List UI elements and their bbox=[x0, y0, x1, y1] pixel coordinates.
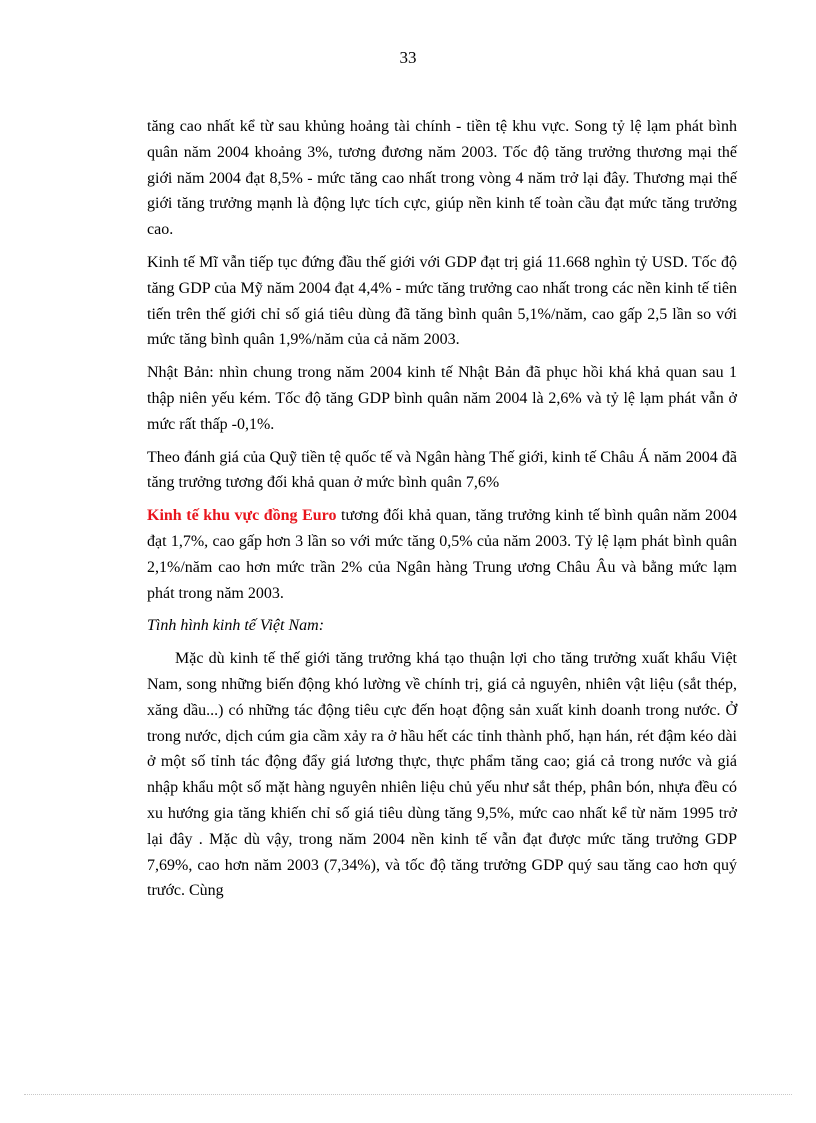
euro-zone-highlight: Kinh tế khu vực đồng Euro bbox=[147, 507, 337, 525]
page-number: 33 bbox=[399, 48, 417, 67]
paragraph-us-economy: Kinh tế Mĩ vẫn tiếp tục đứng đầu thế giới với GDP đạt trị giá 11.668 nghìn tỷ USD. Tốc độ tăng GDP của Mỹ năm 2004 đạt 4,4% - mức tăng trưởng cao nhất trong các nền kinh tế tiên tiến trên thế giới chỉ số giá tiêu dùng đã tăng bình quân 5,1%/năm, cao gấp 2,5 lần so với mức tăng bình quân 1,9%/năm của cả năm 2003. bbox=[147, 253, 737, 349]
document-body bbox=[147, 114, 737, 911]
page-bottom-divider bbox=[24, 1094, 792, 1095]
paragraph-euro-economy bbox=[147, 503, 737, 606]
paragraph-japan-economy: Nhật Bản: nhìn chung trong năm 2004 kinh tế Nhật Bản đã phục hồi khá khả quan sau 1 thập niên yếu kém. Tốc độ tăng GDP bình quân năm 2004 là 2,6% và tỷ lệ lạm phát vẫn ở mức rất thấp -0,1%. bbox=[147, 364, 737, 433]
section-heading-vietnam: Tình hình kinh tế Việt Nam: bbox=[147, 617, 325, 635]
paragraph-vietnam-economy: Mặc dù kinh tế thế giới tăng trưởng khá tạo thuận lợi cho tăng trưởng xuất khẩu Việt Nam, song những biến động khó lường về chính trị, giá cả nguyên, nhiên vật liệu (sắt thép, xăng dầu...) có những tác động tiêu cực đến hoạt động sản xuất kinh doanh trong nước. Ở trong nước, dịch cúm gia cầm xảy ra ở hầu hết các tỉnh thành phố, hạn hán, rét đậm kéo dài ở một số tỉnh tác động đẩy giá lương thực, thực phẩm tăng cao; giá cả trong nước và giá nhập khẩu một số mặt hàng nguyên nhiên liệu chủ yếu như sắt thép, phân bón, nhựa đều có xu hướng gia tăng khiến chỉ số giá tiêu dùng tăng 9,5%, mức cao nhất kể từ năm 1995 trở lại đây . Mặc dù vậy, trong năm 2004 nền kinh tế vẫn đạt được mức tăng trưởng GDP 7,69%, cao hơn năm 2003 (7,34%), và tốc độ tăng trưởng GDP quý sau tăng cao hơn quý trước. Cùng bbox=[147, 650, 737, 900]
euro-zone-text: tương đối khả quan, tăng trưởng kinh tế bình quân năm 2004 đạt 1,7%, cao gấp hơn 3 lần so với mức tăng 0,5% của năm 2003. Tỷ lệ lạm phát bình quân 2,1%/năm cao hơn mức trần 2% của Ngân hàng Trung ương Châu Âu và bằng mức lạm phát trong năm 2003. bbox=[147, 507, 737, 602]
paragraph-world-growth: tăng cao nhất kể từ sau khủng hoảng tài chính - tiền tệ khu vực. Song tỷ lệ lạm phát bình quân năm 2004 khoảng 3%, tương đương năm 2003. Tốc độ tăng trưởng thương mại thế giới năm 2004 đạt 8,5% - mức tăng cao nhất trong vòng 4 năm trở lại đây. Thương mại thế giới tăng trưởng mạnh là động lực tích cực, giúp nền kinh tế toàn cầu đạt mức tăng trưởng cao. bbox=[147, 118, 737, 239]
paragraph-asia-economy: Theo đánh giá của Quỹ tiền tệ quốc tế và Ngân hàng Thế giới, kinh tế Châu Á năm 2004 đã tăng trưởng tương đối khả quan ở mức bình quân 7,6% bbox=[147, 448, 737, 492]
